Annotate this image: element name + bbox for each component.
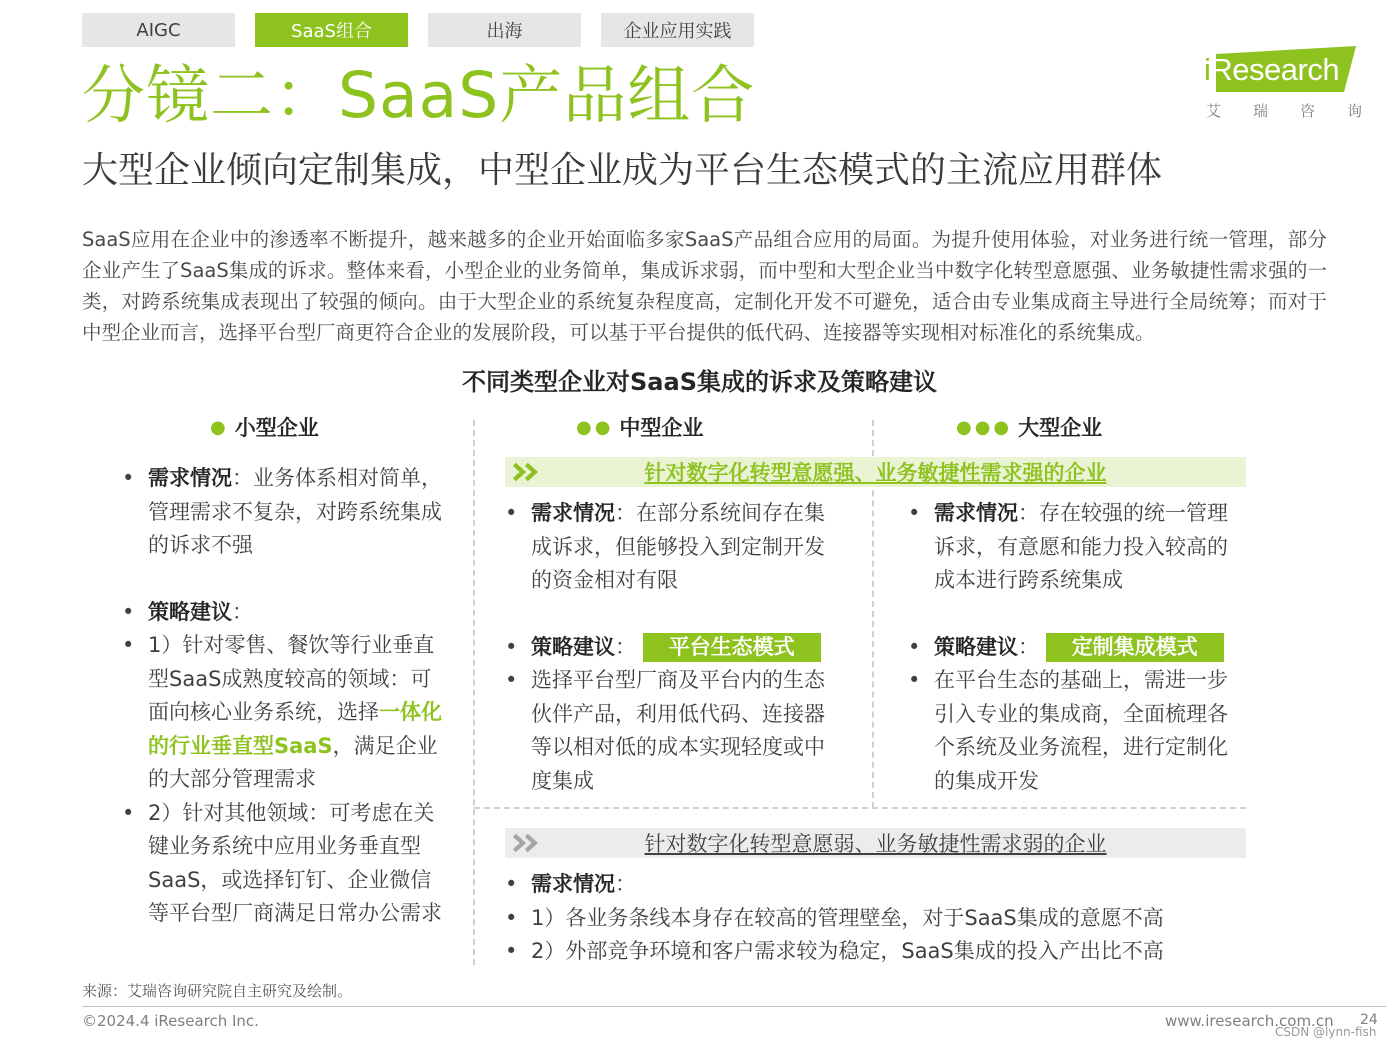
list-item <box>505 664 845 798</box>
list-item: • 策略建议： 平台生态模式 <box>505 631 845 665</box>
item-text: 在部分系统间存在集成诉求，但能够投入到定制开发的资金相对有限 <box>531 501 825 592</box>
weak-demand-list <box>505 868 1265 969</box>
band-weak-demand <box>505 828 1246 858</box>
item-text: 存在较强的统一管理诉求，有意愿和能力投入较高的成本进行跨系统集成 <box>934 501 1228 592</box>
tab-aigc[interactable] <box>82 13 235 47</box>
double-chevron-icon <box>505 460 545 484</box>
highlight-text: 一体化的行业垂直型SaaS <box>148 700 442 758</box>
column-header-large <box>956 413 1102 443</box>
list-item: • 策略建议： 定制集成模式 <box>908 631 1248 665</box>
item-text: 2）针对其他领域：可考虑在关键业务系统中应用业务垂直型SaaS，或选择钉钉、企业微信等平台型厂商满足日常办公需求 <box>148 800 442 925</box>
logo-char: 艾 <box>1206 102 1222 120</box>
item-text: ，满足企业的大部分管理需求 <box>148 733 438 791</box>
item-label: 需求情况 <box>531 501 615 525</box>
large-enterprise-list <box>908 497 1248 798</box>
page-number: 24 <box>1360 1012 1378 1028</box>
page-title: 分镜二：SaaS产品组合 <box>82 59 756 132</box>
column-title: 中型企业 <box>619 416 704 440</box>
double-chevron-icon <box>505 831 545 855</box>
tab-label: SaaS组合 <box>291 21 372 42</box>
tab-label: AIGC <box>136 19 181 41</box>
row-divider <box>474 807 1246 809</box>
list-item <box>908 664 1248 798</box>
medium-enterprise-list <box>505 497 845 798</box>
band-label: 针对数字化转型意愿弱、业务敏捷性需求弱的企业 <box>644 832 1107 856</box>
diagram-title: 不同类型企业对SaaS集成的诉求及策略建议 <box>462 368 937 396</box>
logo-research: Research <box>1210 52 1340 87</box>
item-label: 需求情况 <box>531 872 615 896</box>
logo-char: 询 <box>1346 102 1362 120</box>
list-item <box>505 902 1265 936</box>
footer-divider <box>82 1006 1386 1007</box>
logo-char: 咨 <box>1299 102 1315 120</box>
level-dots-icon: ●● <box>576 417 614 438</box>
logo-wordmark <box>1204 52 1339 88</box>
list-item <box>505 935 1265 969</box>
item-label: 策略建议 <box>148 599 232 624</box>
item-text: 2）外部竞争环境和客户需求较为稳定，SaaS集成的投入产出比不高 <box>531 939 1164 963</box>
list-item: • 需求情况：在部分系统间存在集成诉求，但能够投入到定制开发的资金相对有限 <box>505 497 845 598</box>
item-text: 1）针对零售、餐饮等行业垂直型SaaS成熟度较高的领域：可面向核心业务系统，选择 <box>148 633 435 724</box>
watermark: CSDN @lynn-fish <box>1275 1025 1377 1039</box>
item-text: 1）各业务条线本身存在较高的管理壁垒，对于SaaS集成的意愿不高 <box>531 905 1164 930</box>
iresearch-logo <box>1200 46 1360 126</box>
item-label: 策略建议 <box>934 634 1018 659</box>
band-label: 针对数字化转型意愿强、业务敏捷性需求强的企业 <box>644 461 1107 485</box>
logo-subtitle <box>1206 100 1362 121</box>
column-header-small <box>210 413 319 443</box>
item-text: 选择平台型厂商及平台内的生态伙伴产品，利用低代码、连接器等以相对低的成本实现轻度或中度集成 <box>531 668 825 793</box>
list-item <box>122 797 452 931</box>
strategy-tag: 平台生态模式 <box>643 633 821 662</box>
item-label: 需求情况 <box>934 501 1018 525</box>
logo-i: i <box>1204 52 1211 87</box>
item-text: 在平台生态的基础上，需进一步引入专业的集成商，全面梳理各个系统及业务流程，进行定制化的集成开发 <box>934 668 1228 793</box>
source-note: 来源：艾瑞咨询研究院自主研究及绘制。 <box>82 982 353 1000</box>
intro-paragraph: SaaS应用在企业中的渗透率不断提升，越来越多的企业开始面临多家SaaS产品组合应用的局面。为提升使用体验，对业务进行统一管理，部分企业产生了SaaS集成的诉求。整体来看，小型企业的业务简单，集成诉求弱，而中型和大型企业当中数字化转型意愿强、业务敏捷性需求强的一类，对跨系统集成表现出了较强的倾向。由于大型企业的系统复杂程度高，定制化开发不可避免，适合由专业集成商主导进行全局统筹；而对于中型企业而言，选择平台型厂商更符合企业的发展阶段，可以基于平台提供的低代码、连接器等实现相对标准化的系统集成。 <box>82 228 1327 344</box>
logo-char: 瑞 <box>1252 102 1268 120</box>
item-label: 需求情况 <box>148 466 232 490</box>
tab-going-overseas[interactable] <box>428 13 581 47</box>
column-title: 小型企业 <box>234 416 319 440</box>
small-enterprise-list <box>122 462 452 931</box>
website-url[interactable]: www.iresearch.com.cn <box>1165 1012 1334 1030</box>
level-dots-icon: ●●● <box>956 417 1013 438</box>
list-item: • 策略建议： <box>122 596 452 630</box>
column-header-medium <box>576 413 703 443</box>
section-tabs <box>82 13 754 47</box>
tab-label: 企业应用实践 <box>623 21 732 42</box>
list-item: • 需求情况： <box>505 868 1265 902</box>
item-text: 业务体系相对简单，管理需求不复杂，对跨系统集成的诉求不强 <box>148 466 442 557</box>
item-label: 策略建议 <box>531 634 615 659</box>
tab-enterprise-practice[interactable] <box>601 13 754 47</box>
list-item <box>122 629 452 797</box>
column-title: 大型企业 <box>1018 416 1103 440</box>
copyright: ©2024.4 iResearch Inc. <box>82 1012 259 1030</box>
strategy-tag: 定制集成模式 <box>1046 633 1224 662</box>
band-strong-demand <box>505 457 1246 487</box>
level-dots-icon: ● <box>210 417 229 438</box>
column-divider <box>473 420 475 965</box>
tab-saas-combination[interactable] <box>255 13 408 47</box>
list-item: • 需求情况：存在较强的统一管理诉求，有意愿和能力投入较高的成本进行跨系统集成 <box>908 497 1248 598</box>
page-subtitle: 大型企业倾向定制集成，中型企业成为平台生态模式的主流应用群体 <box>82 150 1163 191</box>
list-item: • 需求情况：业务体系相对简单，管理需求不复杂，对跨系统集成的诉求不强 <box>122 462 452 563</box>
tab-label: 出海 <box>486 21 523 42</box>
